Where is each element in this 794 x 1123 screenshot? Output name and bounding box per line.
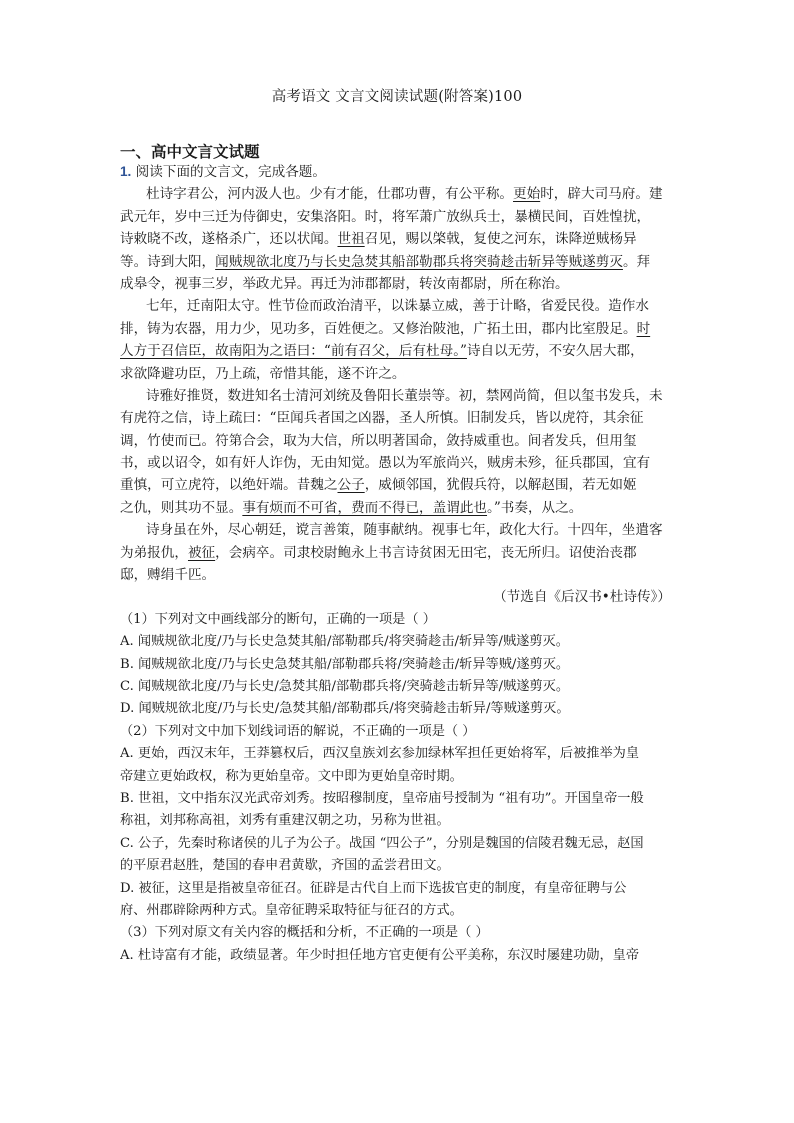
option-d: D. 被征，这里是指被皇帝征召。征辟是古代自上而下选拔官吏的制度，有皇帝征聘与公 bbox=[120, 880, 627, 896]
option-b: B. 世祖，文中指东汉光武帝刘秀。按昭穆制度，皇帝庙号授制为 “祖有功”。开国皇帝一般 bbox=[120, 790, 644, 806]
passage-text: 杜诗字君公，河内汲人也。少有才能，仕郡功曹，有公平称。 bbox=[146, 186, 514, 203]
passage-source: （节选自《后汉书•杜诗传》） bbox=[493, 589, 671, 606]
question-number: 1. bbox=[120, 164, 132, 179]
passage-text: 时，辟大司马府。建 bbox=[540, 186, 663, 203]
sub-question-stem: （2）下列对文中加下划线词语的解说，不正确的一项是（ ） bbox=[120, 723, 476, 739]
underlined-term-gongzi: 公子 bbox=[337, 477, 365, 494]
passage-line: 七年，迁南阳太守。性节俭而政治清平，以诛暴立威，善于计略，省爱民役。造作水 bbox=[146, 298, 649, 315]
sub-question-stem: （3）下列对原文有关内容的概括和分析，不正确的一项是（ ） bbox=[120, 925, 489, 941]
option-a-cont: 帝建立更始政权，称为更始皇帝。文中即为更始皇帝时期。 bbox=[120, 768, 463, 784]
passage-line bbox=[120, 497, 675, 519]
passage-line bbox=[120, 183, 675, 205]
passage-line: 成皋令，视事三岁，举政尤异。再迁为沛郡都尉，转汝南都尉，所在称治。 bbox=[120, 275, 569, 292]
passage-text: 等。诗到大阳， bbox=[120, 253, 216, 270]
passage-text: 排，铸为农器，用力少，见功多，百姓便之。又修治陂池，广拓土田，郡内比室殷足。 bbox=[120, 320, 637, 337]
passage-text: 诗自以无劳，不安久居大郡， bbox=[466, 343, 644, 360]
passage-line bbox=[120, 340, 675, 362]
passage-text: 重慎，可立虎符，以绝奸端。昔魏之 bbox=[120, 477, 338, 494]
passage-line: 调，竹使而已。符第合会，取为大信，所以明著国命，敛持威重也。间者发兵，但用玺 bbox=[120, 432, 637, 449]
question-prompt-line bbox=[120, 161, 675, 183]
document-body bbox=[120, 161, 675, 967]
passage-line: 邸，赙绢千匹。 bbox=[120, 567, 216, 584]
sub-question-stem: （1）下列对文中画线部分的断句，正确的一项是（ ） bbox=[120, 611, 436, 627]
option-c: C. 公子，先秦时称诸侯的儿子为公子。战国 “四公子”，分别是魏国的信陵君魏无忌，赵国 bbox=[120, 835, 644, 851]
option-a: A. 杜诗富有才能，政绩显著。年少时担任地方官吏便有公平美称，东汉时屡建功勋，皇帝 bbox=[120, 947, 640, 963]
underlined-term-gengshi: 更始 bbox=[513, 186, 541, 203]
passage-line: 诗雅好推贤，数进知名士清河刘统及鲁阳长董崇等。初，禁网尚简，但以玺书发兵，未 bbox=[146, 387, 663, 404]
passage-line bbox=[120, 251, 675, 273]
underlined-sentence: 事有烦而不可省，费而不得已，盖谓此也 bbox=[242, 499, 488, 516]
option-c-cont: 的平原君赵胜，楚国的春申君黄歇，齐国的孟尝君田文。 bbox=[120, 858, 450, 874]
passage-text: 之仇，则其功不显。 bbox=[120, 499, 243, 516]
underlined-sentence: 闻贼规欲北度乃与长史急焚其船部勒郡兵将突骑趁击斩异等贼遂剪灭 bbox=[215, 253, 623, 270]
option-d: D. 闻贼规欲北度/乃与长史/急焚其船/部勒郡兵/将突骑趁击斩异/等贼遂剪灭。 bbox=[120, 701, 570, 717]
passage-line bbox=[120, 318, 675, 340]
passage-text: 。”书奏，从之。 bbox=[487, 499, 583, 516]
passage-line bbox=[120, 228, 675, 250]
section-heading: 一、高中文言文试题 bbox=[120, 143, 260, 161]
passage-line: 有虎符之信，诗上疏曰：“臣闻兵者国之凶器，圣人所慎。旧制发兵，皆以虎符，其余征 bbox=[120, 410, 644, 427]
passage-line: 诗身虽在外，尽心朝廷，谠言善策，随事献纳。视事七年，政化大行。十四年，坐遣客 bbox=[146, 522, 663, 539]
option-a: A. 闻贼规欲北度/乃与长史急焚其船/部勒郡兵/将突骑趁击/斩异等/贼遂剪灭。 bbox=[120, 634, 569, 650]
passage-text: 诗敕晓不改，遂格杀广，还以状闻。 bbox=[120, 231, 338, 248]
option-c: C. 闻贼规欲北度/乃与长史/急焚其船/部勒郡兵将/突骑趁击斩异等/贼遂剪灭。 bbox=[120, 678, 570, 694]
underlined-term-shizu: 世祖 bbox=[337, 231, 365, 248]
option-a: A. 更始，西汉末年，王莽篡权后，西汉皇族刘玄参加绿林军担任更始将军，后被推举为皇 bbox=[120, 746, 640, 762]
passage-line: 求欲降避功臣，乃上疏，帝惜其能，遂不许之。 bbox=[120, 365, 406, 382]
option-b: B. 闻贼规欲北度/乃与长史急焚其船/部勒郡兵将/突骑趁击/斩异等贼/遂剪灭。 bbox=[120, 656, 570, 672]
passage-line bbox=[120, 474, 675, 496]
option-d-cont: 府、州郡辟除两种方式。皇帝征聘采取特征与征召的方式。 bbox=[120, 902, 463, 918]
underlined-term-beizheng: 被征 bbox=[187, 544, 216, 561]
passage-text: 。拜 bbox=[622, 253, 651, 270]
option-b-cont: 称祖，刘邦称高祖，刘秀有重建汉朝之功，另称为世祖。 bbox=[120, 813, 450, 829]
passage-text: ，会病卒。司隶校尉鲍永上书言诗贫困无田宅，丧无所归。诏使治丧郡 bbox=[215, 544, 637, 561]
passage-text: 召见，赐以棨戟，复使之河东，诛降逆贼杨异 bbox=[364, 231, 637, 248]
underlined-sentence: 时 bbox=[636, 320, 651, 337]
passage-text: 为弟报仇， bbox=[120, 544, 188, 561]
passage-line: 书，或以诏令，如有奸人诈伪，无由知觉。愚以为军旅尚兴，贼虏未殄，征兵郡国，宜有 bbox=[120, 455, 651, 472]
question-prompt: 阅读下面的文言文，完成各题。 bbox=[135, 164, 326, 180]
passage-line bbox=[120, 542, 675, 564]
document-title: 高考语文 文言文阅读试题(附答案)100 bbox=[271, 89, 523, 105]
passage-text: ，威倾邻国，犹假兵符，以解赵围，若无如姬 bbox=[364, 477, 637, 494]
underlined-sentence: 人方于召信臣，故南阳为之语曰：“前有召父，后有杜母。” bbox=[120, 343, 467, 360]
passage-line: 武元年，岁中三迁为侍御史，安集洛阳。时，将军萧广放纵兵士，暴横民间，百姓惶扰， bbox=[120, 208, 651, 225]
